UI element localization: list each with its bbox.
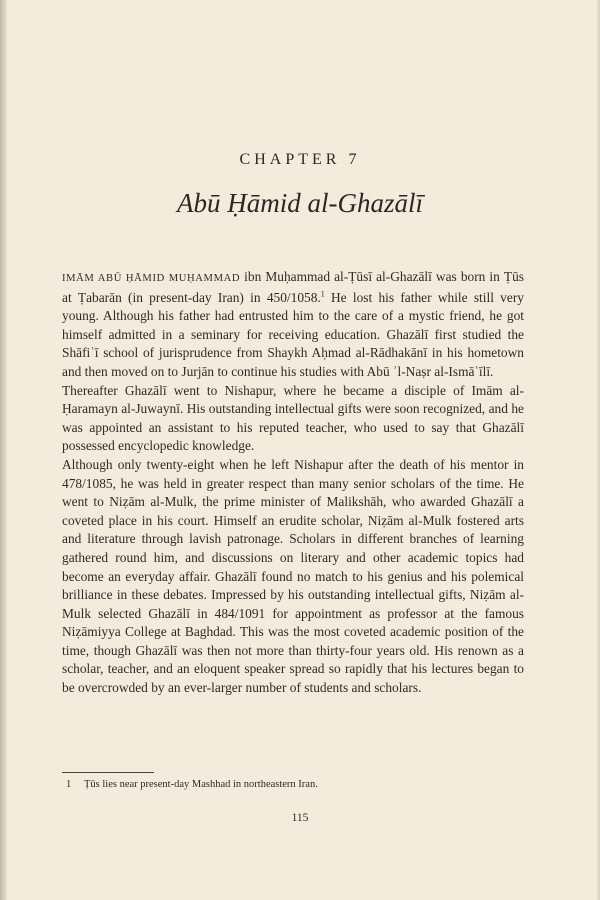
paragraph-1-text-a: ibn Muḥammad al-Ṭūsī al-Ghazālī was born in Ṭūs at Ṭabarān (in present-day Iran) in 450/1058. [62, 269, 524, 305]
page-gutter-shadow [0, 0, 7, 900]
paragraph-1 [62, 268, 524, 382]
chapter-title: Abū Ḥāmid al-Ghazālī [177, 188, 423, 218]
footnote [66, 779, 516, 790]
page-edge [596, 0, 600, 900]
footnote-text: Ṭūs lies near present-day Mashhad in northeastern Iran. [84, 779, 318, 790]
footnote-reference: 1 [320, 289, 325, 299]
footnote-divider [62, 772, 154, 773]
paragraph-2: Thereafter Ghazālī went to Nishapur, where he became a disciple of Imām al-Ḥaramayn al-Juwaynī. His outstanding intellectual gifts were soon recognized, and he was appointed an assistant to his reputed teacher, who used to say that Ghazālī possessed encyclopedic knowledge. [62, 382, 524, 454]
paragraph-1-text-b: He lost his father while still very young. Although his father had entrusted him to the care of a mystic friend, he got himself admitted in a seminary for receiving education. Ghazālī first studied the Shāfiʿī school of jurisprudence from Shaykh Aḥmad al-Rādhakānī in his hometown and then moved on to Jurjān to continue his studies with Abū ʾl-Naṣr al-Ismāʿīlī. [62, 289, 524, 379]
page-number: 115 [291, 812, 309, 824]
body-text [62, 268, 524, 698]
chapter-label: CHAPTER 7 [239, 151, 361, 168]
paragraph-3: Although only twenty-eight when he left Nishapur after the death of his mentor in 478/1085, he was held in greater respect than many senior scholars of the time. He went to Niẓām al-Mulk, the prime minister of Malikshāh, who awarded Ghazālī a coveted place in his court. Himself an erudite scholar, Niẓām al-Mulk fostered arts and literature through lavish patronage. Scholars in different branches of learning gathered round him, and discussions on literary and other academic topics had become an everyday affair. Ghazālī found no match to his genius and his polemical brilliance in these debates. Impressed by his outstanding intellectual gifts, Niẓām al-Mulk selected Ghazālī in 484/1091 for appointment as professor at the famous Niẓāmiyya College at Baghdad. This was the most coveted academic position of the time, though Ghazālī was then not more than thirty-four years old. His renown as a scholar, teacher, and an eloquent speaker spread so rapidly that his lectures began to be overcrowded by an ever-larger number of students and scholars. [62, 456, 524, 696]
opening-smallcaps: IMĀM ABŪ ḤĀMID MUḤAMMAD [62, 273, 241, 284]
footnote-number: 1 [66, 779, 72, 790]
